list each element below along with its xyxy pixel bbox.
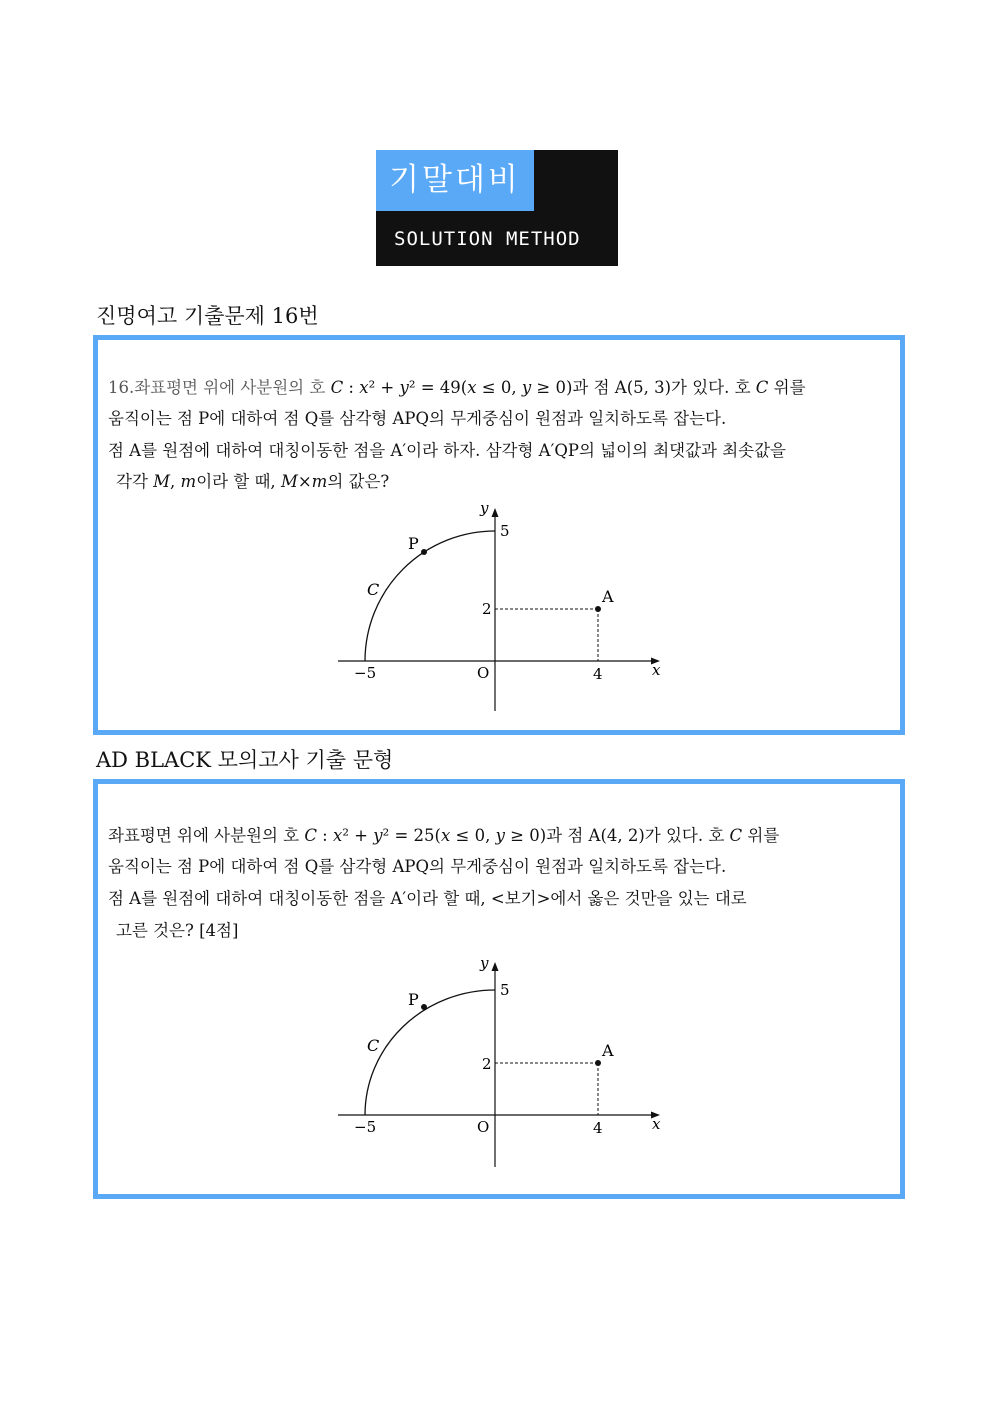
header-title: 기말대비 <box>376 150 534 211</box>
x-axis-label: x <box>652 1115 661 1133</box>
point-a-marker <box>595 1060 601 1066</box>
point-p-marker <box>421 549 427 555</box>
point-a-marker <box>595 606 601 612</box>
header-block <box>376 150 618 266</box>
header-subtitle: SOLUTION METHOD <box>394 228 581 250</box>
problem2-line4: 고른 것은? [4점] <box>116 921 239 940</box>
x-axis-label: x <box>652 661 661 679</box>
arc-c <box>365 990 495 1115</box>
y-axis-label: y <box>480 955 489 972</box>
tick-y2: 2 <box>482 1055 492 1073</box>
y-axis-arrow-icon <box>492 508 499 517</box>
point-p-label: P <box>408 534 419 553</box>
problem2-line3: 점 A를 원점에 대하여 대칭이동한 점을 A′이라 할 때, <보기>에서 옳은 것만을 있는 대로 <box>108 889 747 908</box>
y-axis-label: y <box>480 499 489 517</box>
point-a-label: A <box>602 587 614 606</box>
point-p-marker <box>421 1004 427 1010</box>
tick-y5: 5 <box>500 522 510 540</box>
origin-label: O <box>477 664 490 682</box>
y-axis-arrow-icon <box>492 962 499 971</box>
problem1-line3: 점 A를 원점에 대하여 대칭이동한 점을 A′이라 하자. 삼각형 A′QP의 넓이의 최댓값과 최솟값을 <box>108 441 786 460</box>
tick-xneg5: −5 <box>354 1118 377 1136</box>
figure-2 <box>330 955 670 1175</box>
tick-y5: 5 <box>500 981 510 999</box>
origin-label: O <box>477 1118 490 1136</box>
arc-c <box>365 531 495 661</box>
point-p-label: P <box>408 990 419 1009</box>
curve-c-label: C <box>367 1036 380 1055</box>
tick-xneg5: −5 <box>354 664 377 682</box>
tick-x4: 4 <box>593 1119 603 1137</box>
curve-c-label: C <box>367 580 380 599</box>
section2-title: AD BLACK 모의고사 기출 문형 <box>96 748 394 772</box>
problem1-line4: 각각 M, m이라 할 때, M×m의 값은? <box>116 472 390 491</box>
figure-1 <box>330 498 670 718</box>
tick-y2: 2 <box>482 600 492 618</box>
section1-title: 진명여고 기출문제 16번 <box>96 304 319 328</box>
problem-box-2 <box>93 779 905 1199</box>
problem1-line1: 16.좌표평면 위에 사분원의 호 C : x² + y² = 49(x ≤ 0, y ≥ 0)과 점 A(5, 3)가 있다. 호 C 위를 <box>108 378 806 397</box>
problem2-line2: 움직이는 점 P에 대하여 점 Q를 삼각형 APQ의 무게중심이 원점과 일치하도록 잡는다. <box>108 857 727 876</box>
point-a-label: A <box>602 1041 614 1060</box>
tick-x4: 4 <box>593 665 603 683</box>
problem1-line2: 움직이는 점 P에 대하여 점 Q를 삼각형 APQ의 무게중심이 원점과 일치하도록 잡는다. <box>108 409 727 428</box>
problem2-line1: 좌표평면 위에 사분원의 호 C : x² + y² = 25(x ≤ 0, y ≥ 0)과 점 A(4, 2)가 있다. 호 C 위를 <box>108 826 780 845</box>
problem-box-1 <box>93 335 905 735</box>
